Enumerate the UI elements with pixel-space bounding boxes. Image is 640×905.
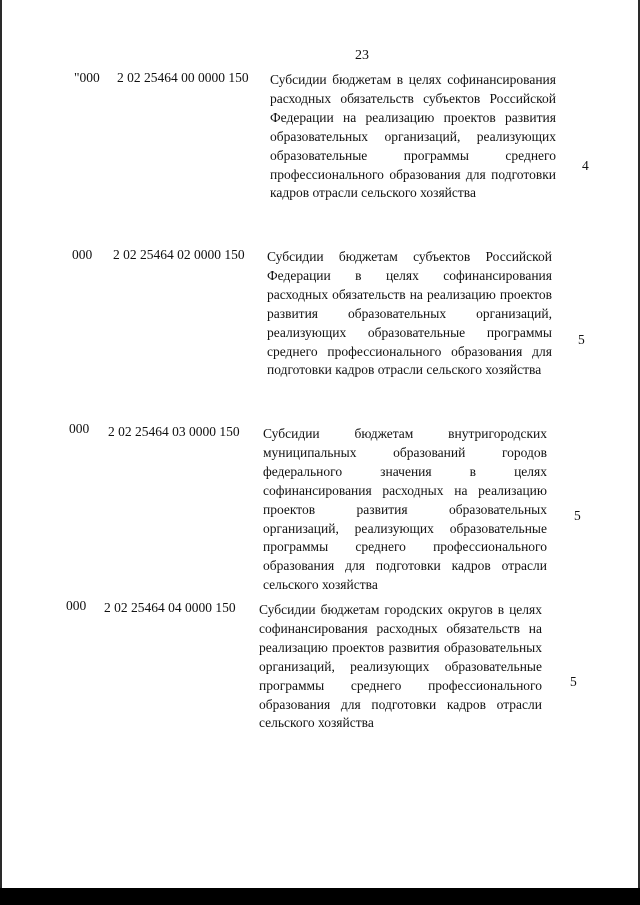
- admin-code: 000: [72, 247, 93, 262]
- kbk-code: 2 02 25464 00 0000 150: [117, 70, 249, 85]
- row-description: Субсидии бюджетам городских округов в целях софинансирования расходных обязательств на реализацию проектов развития образовательных организаций, реализующих образовательные программы среднего профессионального образования для подготовки кадров отрасли сельского хозяйства: [259, 602, 542, 731]
- scan-bottom-border: [0, 888, 640, 905]
- kbk-code: 2 02 25464 04 0000 150: [104, 600, 236, 615]
- row-description: Субсидии бюджетам субъектов Российской Федерации в целях софинансирования расходных обязательств на реализацию проектов развития образовательных организаций, реализующих образовательные программы среднего профессионального образования для подготовки кадров отрасли сельского хозяйства: [267, 249, 552, 378]
- row-amount: 5: [574, 508, 581, 523]
- kbk-code: 2 02 25464 02 0000 150: [113, 247, 245, 262]
- row-amount: 5: [570, 674, 577, 689]
- scan-left-edge: [0, 0, 2, 888]
- row-amount: 4: [582, 158, 589, 173]
- page-number: 23: [355, 48, 369, 63]
- admin-code: 000: [66, 598, 87, 613]
- admin-code: 000: [69, 421, 90, 436]
- admin-code: "000: [74, 70, 100, 85]
- row-amount: 5: [578, 332, 585, 347]
- row-description: Субсидии бюджетам в целях софинансирования расходных обязательств субъектов Российской Федерации на реализацию проектов развития образовательных организаций, реализующих образовательные программы среднего профессионального образования для подготовки кадров отрасли сельского хозяйства: [270, 72, 556, 201]
- kbk-code: 2 02 25464 03 0000 150: [108, 424, 240, 439]
- row-description: Субсидии бюджетам внутригородских муниципальных образований городов федерального значения в целях софинансирования расходных на реализацию проектов развития образовательных организаций, реализующих образовательные программы среднего профессионального образования для подготовки кадров отрасли сельского хозяйства: [263, 426, 547, 593]
